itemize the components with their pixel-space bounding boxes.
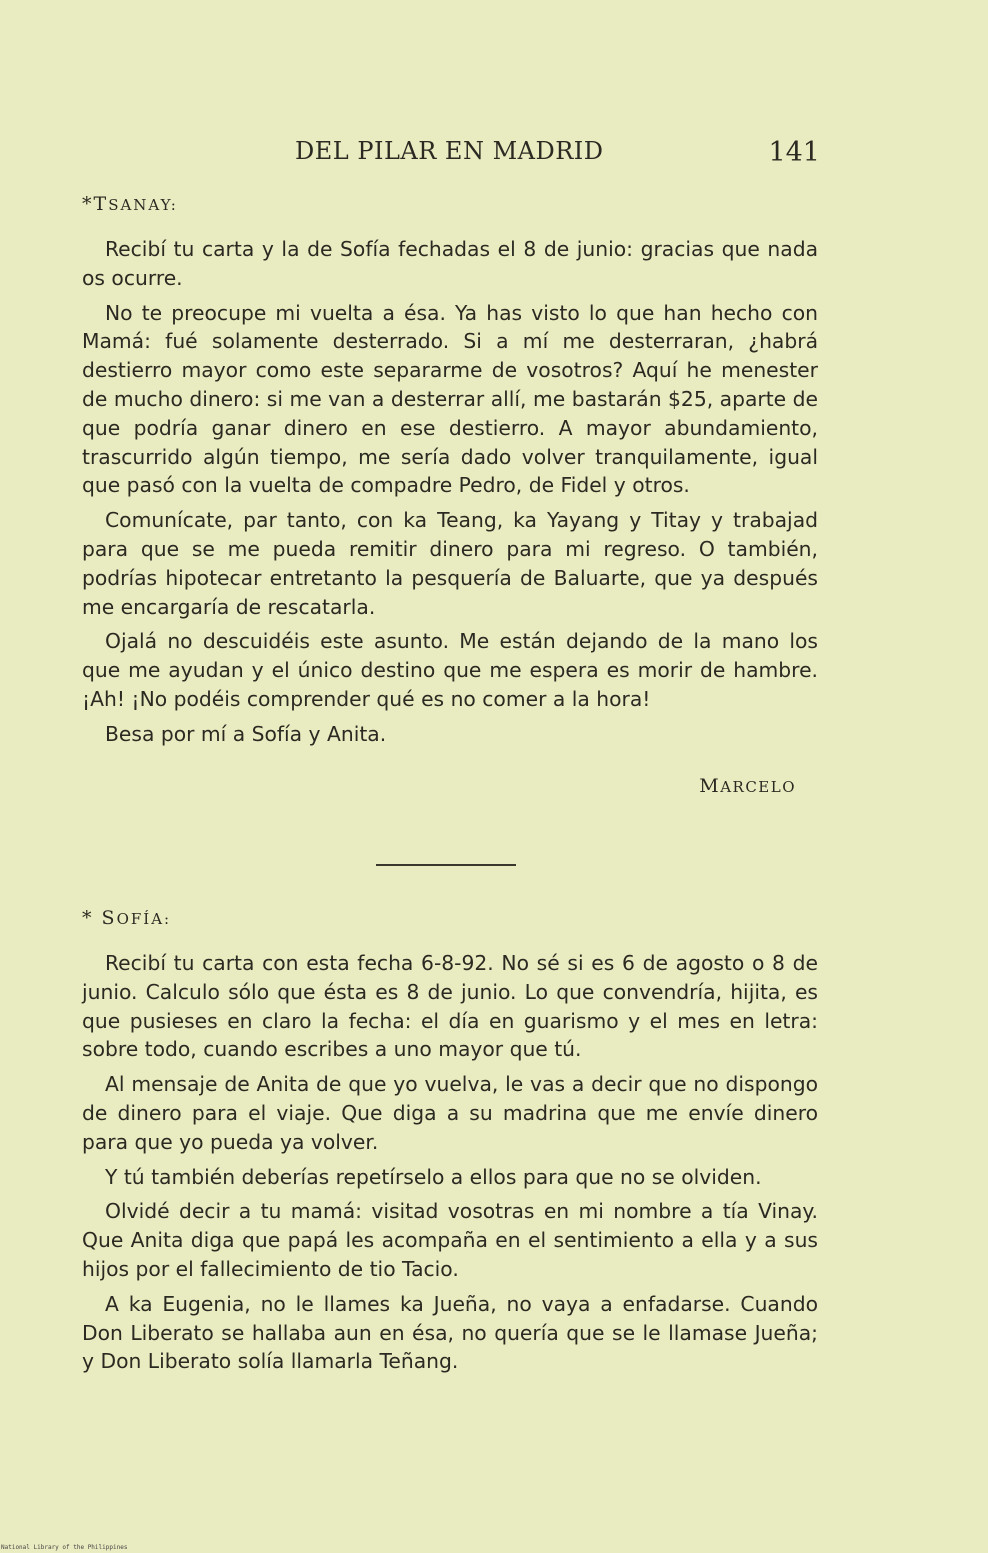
letter-paragraph: Besa por mí a Sofía y Anita. (105, 721, 387, 746)
letter-paragraph: No te preocupe mi vuelta a ésa. Ya has visto lo que han hecho con Mamá: fué solamente desterrado. Si a mí me desterraran, ¿habrá destierro mayor como este separarme de vosotros? Aquí he menester de mucho dinero: si me van a desterrar allí, me bastarán $25, aparte de que podría ganar dinero en ese destierro. A mayor abundamiento, trascurrido algún tiempo, me sería dado volver tranquilamente, igual que pasó con la vuelta de compadre Pedro, de Fidel y otros. (82, 300, 818, 498)
running-head (82, 137, 820, 171)
library-credit: National Library of the Philippines (1, 1544, 128, 1551)
letter-sofia (82, 906, 818, 1382)
letter-paragraph: Recibí tu carta y la de Sofía fechadas el 8 de junio: gracias que nada os ocurre. (82, 237, 818, 290)
letter-paragraph: Al mensaje de Anita de que yo vuelva, le vas a decir que no dispongo de dinero para el viaje. Que diga a su madrina que me envíe dinero para que yo pueda ya volver. (82, 1072, 818, 1154)
letter-paragraph: Y tú también deberías repetírselo a ellos para que no se olviden. (105, 1164, 762, 1189)
running-title: DEL PILAR EN MADRID (295, 137, 604, 165)
section-divider (376, 864, 516, 866)
letter-paragraph: Olvidé decir a tu mamá: visitad vosotras en mi nombre a tía Vinay. Que Anita diga que papá les acompaña en el sentimiento a ella y a sus hijos por el fallecimiento de tio Tacio. (82, 1199, 818, 1281)
page-number: 141 (768, 137, 820, 168)
letter-paragraph: A ka Eugenia, no le llames ka Jueña, no vaya a enfadarse. Cuando Don Liberato se hallaba aun en ésa, no quería que se le llamase Jueña; y Don Liberato solía llamarla Teñang. (82, 1291, 818, 1374)
letter-paragraph: Comunícate, par tanto, con ka Teang, ka Yayang y Titay y trabajad para que se me pueda remitir dinero para mi regreso. O también, podrías hipotecar entretanto la pesquería de Baluarte, que ya después me encargaría de rescatarla. (82, 508, 818, 619)
letter-addressee: * SOFÍA: (82, 907, 172, 929)
letter-paragraph: Recibí tu carta con esta fecha 6-8-92. No sé si es 6 de agosto o 8 de junio. Calculo sólo que ésta es 8 de junio. Lo que convendría, hijita, es que pusieses en claro la fecha: el día en guarismo y el mes en letra: sobre todo, cuando escribes a uno mayor que tú. (82, 951, 818, 1062)
letter-paragraph: Ojalá no descuidéis este asunto. Me están dejando de la mano los que me ayudan y el único destino que me espera es morir de hambre. ¡Ah! ¡No podéis comprender qué es no comer a la hora! (82, 629, 818, 711)
letter-tsanay (82, 192, 818, 797)
letter-addressee: *TSANAY: (82, 193, 178, 215)
letter-signature: MARCELO (699, 774, 796, 797)
